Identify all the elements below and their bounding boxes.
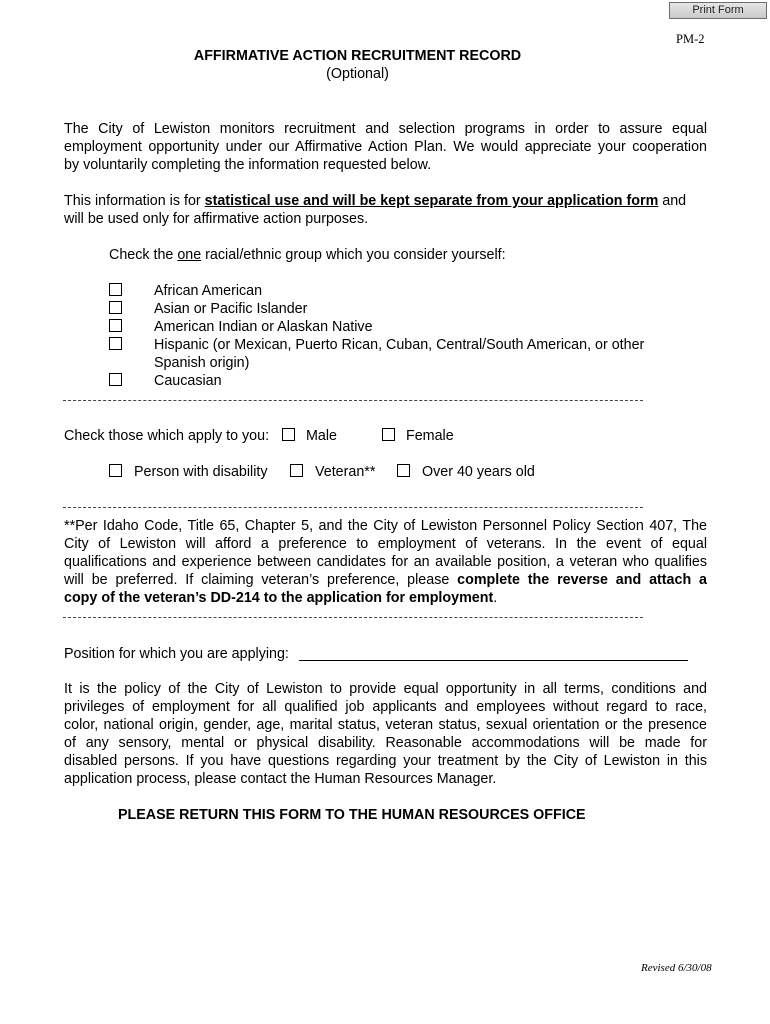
revised-date: Revised 6/30/08: [641, 962, 712, 974]
hispanic-checkbox[interactable]: [109, 337, 122, 350]
disability-label: Person with disability: [134, 464, 268, 480]
ethnic-prompt-suffix: racial/ethnic group which you consider yourself:: [201, 247, 506, 263]
intro-line: The City of Lewiston monitors recruitment and selection programs in order to assure equal: [64, 121, 707, 137]
position-underline: [299, 660, 688, 661]
veteran-label: Veteran**: [315, 464, 376, 480]
hispanic-label-continued: Spanish origin): [154, 355, 250, 371]
male-checkbox[interactable]: [282, 428, 295, 441]
african-american-label: African American: [154, 283, 263, 299]
print-form-button[interactable]: Print Form: [669, 2, 767, 19]
african-american-checkbox[interactable]: [109, 283, 122, 296]
veterans-line: **Per Idaho Code, Title 65, Chapter 5, and the City of Lewiston Personnel Policy Section 407, The: [64, 518, 707, 534]
statistical-line: will be used only for affirmative action purposes.: [64, 211, 369, 227]
position-input[interactable]: [299, 644, 688, 660]
page-subtitle: (Optional): [326, 66, 389, 82]
veterans-line-prefix: will be preferred. If claiming veteran’s preference, please: [64, 572, 458, 588]
policy-line: of any sensory, mental or physical disability. Reasonable accommodations will be made for: [64, 735, 707, 751]
veterans-dd214: copy of the veteran’s DD-214 to the application for employment: [64, 590, 494, 606]
divider: [63, 507, 643, 508]
female-label: Female: [406, 428, 454, 444]
divider: [63, 617, 643, 618]
intro-paragraph: [64, 120, 707, 174]
statistical-suffix: and: [658, 193, 687, 209]
asian-pacific-islander-label: Asian or Pacific Islander: [154, 301, 308, 317]
statistical-emphasis: statistical use and will be kept separate from your application form: [204, 193, 659, 209]
policy-line: It is the policy of the City of Lewiston to provide equal opportunity in all terms, conditions and: [64, 681, 707, 697]
policy-paragraph: [64, 680, 707, 788]
caucasian-label: Caucasian: [154, 373, 222, 389]
american-indian-checkbox[interactable]: [109, 319, 122, 332]
intro-line: employment opportunity under our Affirmative Action Plan. We would appreciate your cooperation: [64, 139, 707, 155]
statistical-paragraph: [64, 192, 707, 228]
position-label: Position for which you are applying:: [64, 646, 289, 662]
veterans-line: qualifications and experience between candidates for an available position, a veteran who qualifies: [64, 554, 707, 570]
form-code: PM-2: [676, 32, 705, 46]
ethnic-prompt-emphasis: one: [177, 247, 202, 263]
ethnic-prompt-prefix: Check the: [109, 247, 178, 263]
veterans-line-suffix: .: [493, 590, 498, 606]
caucasian-checkbox[interactable]: [109, 373, 122, 386]
intro-line: by voluntarily completing the information requested below.: [64, 157, 432, 173]
ethnic-prompt: [109, 246, 506, 264]
page-title: AFFIRMATIVE ACTION RECRUITMENT RECORD: [193, 48, 522, 64]
veterans-paragraph: [64, 517, 707, 607]
divider: [63, 400, 643, 401]
policy-line: privileges of employment for all qualified job applicants and employees without regard to race,: [64, 699, 707, 715]
asian-pacific-islander-checkbox[interactable]: [109, 301, 122, 314]
disability-checkbox[interactable]: [109, 464, 122, 477]
statistical-prefix: This information is for: [64, 193, 205, 209]
policy-line: disabled persons. If you have questions regarding your treatment by the City of Lewiston in this: [64, 753, 707, 769]
american-indian-label: American Indian or Alaskan Native: [154, 319, 373, 335]
return-notice: PLEASE RETURN THIS FORM TO THE HUMAN RESOURCES OFFICE: [118, 807, 586, 823]
over-40-checkbox[interactable]: [397, 464, 410, 477]
male-label: Male: [306, 428, 337, 444]
female-checkbox[interactable]: [382, 428, 395, 441]
hispanic-label: Hispanic (or Mexican, Puerto Rican, Cuban, Central/South American, or other: [154, 337, 645, 353]
over-40-label: Over 40 years old: [422, 464, 535, 480]
policy-line: color, national origin, gender, age, marital status, veteran status, sexual orientation or the presence: [64, 717, 707, 733]
veterans-line-bold: complete the reverse and attach a: [457, 572, 707, 588]
veteran-checkbox[interactable]: [290, 464, 303, 477]
policy-line: application process, please contact the Human Resources Manager.: [64, 771, 497, 787]
veterans-line: City of Lewiston will afford a preference to employment of veterans. In the event of equal: [64, 536, 707, 552]
apply-prompt: Check those which apply to you:: [64, 428, 270, 444]
